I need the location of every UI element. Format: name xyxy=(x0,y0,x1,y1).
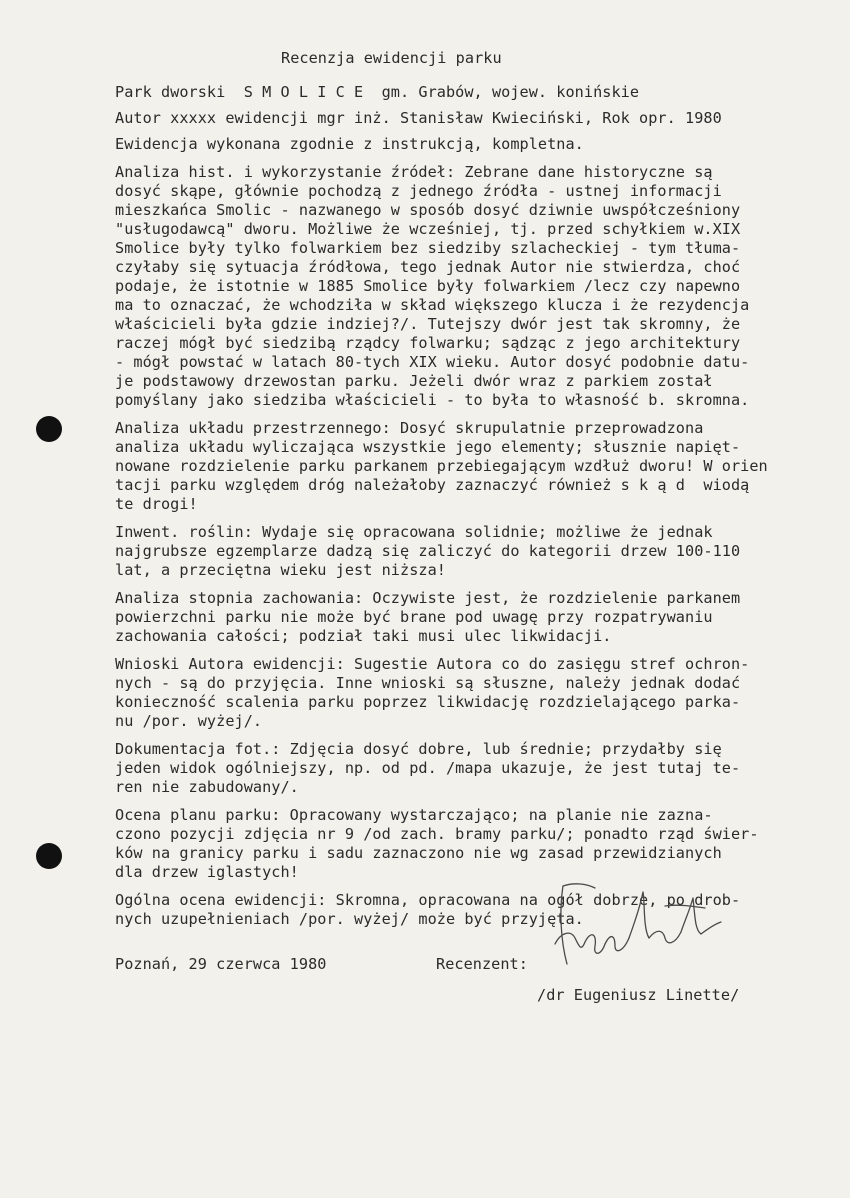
text-line: "usługodawcą" dworu. Możliwe że wcześniej, tj. przed schyłkiem w.XIX xyxy=(115,220,741,238)
text-line: - mógł powstać w latach 80-tych XIX wieku. Autor dosyć podobnie datu- xyxy=(115,353,750,371)
text-line: Analiza stopnia zachowania: Oczywiste jest, że rozdzielenie parkanem xyxy=(115,589,741,607)
document-title: Recenzja ewidencji parku xyxy=(281,49,502,67)
text-line: Dokumentacja fot.: Zdjęcia dosyć dobre, lub średnie; przydałby się xyxy=(115,740,722,758)
text-line: lat, a przeciętna wieku jest niższa! xyxy=(115,561,446,579)
text-line: nych - są do przyjęcia. Inne wnioski są słuszne, należy jednak dodać xyxy=(115,674,741,692)
text-line: jeden widok ogólniejszy, np. od pd. /mapa ukazuje, że jest tutaj te- xyxy=(115,759,741,777)
text-line: Smolice były tylko folwarkiem bez siedziby szlacheckiej - tym tłuma- xyxy=(115,239,741,257)
text-line: pomyślany jako siedziba właścicieli - to była to własność b. skromna. xyxy=(115,391,750,409)
punch-hole-bottom xyxy=(36,843,62,869)
text-line: konieczność scalenia parku poprzez likwidację rozdzielającego parka- xyxy=(115,693,741,711)
text-line: je podstawowy drzewostan parku. Jeżeli dwór wraz z parkiem został xyxy=(115,372,713,390)
text-line: Park dworski S M O L I C E gm. Grabów, wojew. konińskie xyxy=(115,83,640,101)
text-line: analiza układu wyliczająca wszystkie jego elementy; słusznie napięt- xyxy=(115,438,741,456)
text-line: Ogólna ocena ewidencji: Skromna, opracowana na ogół dobrze, po drob- xyxy=(115,891,741,909)
text-line: nu /por. wyżej/. xyxy=(115,712,263,730)
text-line: Inwent. roślin: Wydaje się opracowana solidnie; możliwe że jednak xyxy=(115,523,713,541)
text-line: tacji parku względem dróg należałoby zaznaczyć również s k ą d wiodą xyxy=(115,476,750,494)
text-line: ków na granicy parku i sadu zaznaczono nie wg zasad przewidzianych xyxy=(115,844,722,862)
text-line: zachowania całości; podział taki musi ulec likwidacji. xyxy=(115,627,612,645)
text-line: ren nie zabudowany/. xyxy=(115,778,299,796)
text-line: ma to oznaczać, że wchodziła w skład większego klucza i że rezydencja xyxy=(115,296,750,314)
text-line: Ewidencja wykonana zgodnie z instrukcją, kompletna. xyxy=(115,135,584,153)
text-line: nowane rozdzielenie parku parkanem przebiegającym wzdłuż dworu! W orien xyxy=(115,457,768,475)
text-line: te drogi! xyxy=(115,495,198,513)
punch-hole-top xyxy=(36,416,62,442)
text-line: Autor xxxxx ewidencji mgr inż. Stanisław Kwieciński, Rok opr. 1980 xyxy=(115,109,722,127)
text-line: dosyć skąpe, głównie pochodzą z jednego źródła - ustnej informacji xyxy=(115,182,722,200)
text-line: czyłaby się sytuacja źródłowa, tego jednak Autor nie stwierdza, choć xyxy=(115,258,741,276)
text-line: dla drzew iglastych! xyxy=(115,863,299,881)
text-line: Wnioski Autora ewidencji: Sugestie Autora co do zasięgu stref ochron- xyxy=(115,655,750,673)
text-line: czono pozycji zdjęcia nr 9 /od zach. bramy parku/; ponadto rząd świer- xyxy=(115,825,759,843)
text-line: Analiza układu przestrzennego: Dosyć skrupulatnie przeprowadzona xyxy=(115,419,704,437)
text-line: raczej mógł być siedzibą rządcy folwarku; sądząc z jego architektury xyxy=(115,334,741,352)
text-line: Ocena planu parku: Opracowany wystarczająco; na planie nie zazna- xyxy=(115,806,713,824)
place-date: Poznań, 29 czerwca 1980 xyxy=(115,955,327,973)
text-line: najgrubsze egzemplarze dadzą się zaliczyć do kategorii drzew 100-110 xyxy=(115,542,741,560)
text-line: powierzchni parku nie może być brane pod uwagę przy rozpatrywaniu xyxy=(115,608,713,626)
text-line: mieszkańca Smolic - nazwanego w sposób dosyć dziwnie uwspółcześniony xyxy=(115,201,741,219)
reviewer-name: /dr Eugeniusz Linette/ xyxy=(537,986,740,1004)
reviewer-label: Recenzent: xyxy=(436,955,528,973)
text-line: nych uzupełnieniach /por. wyżej/ może być przyjęta. xyxy=(115,910,584,928)
text-line: podaje, że istotnie w 1885 Smolice były folwarkiem /lecz czy napewno xyxy=(115,277,741,295)
text-line: Analiza hist. i wykorzystanie źródeł: Zebrane dane historyczne są xyxy=(115,163,713,181)
handwritten-signature xyxy=(545,872,745,982)
text-line: właścicieli była gdzie indziej?/. Tutejszy dwór jest tak skromny, że xyxy=(115,315,741,333)
